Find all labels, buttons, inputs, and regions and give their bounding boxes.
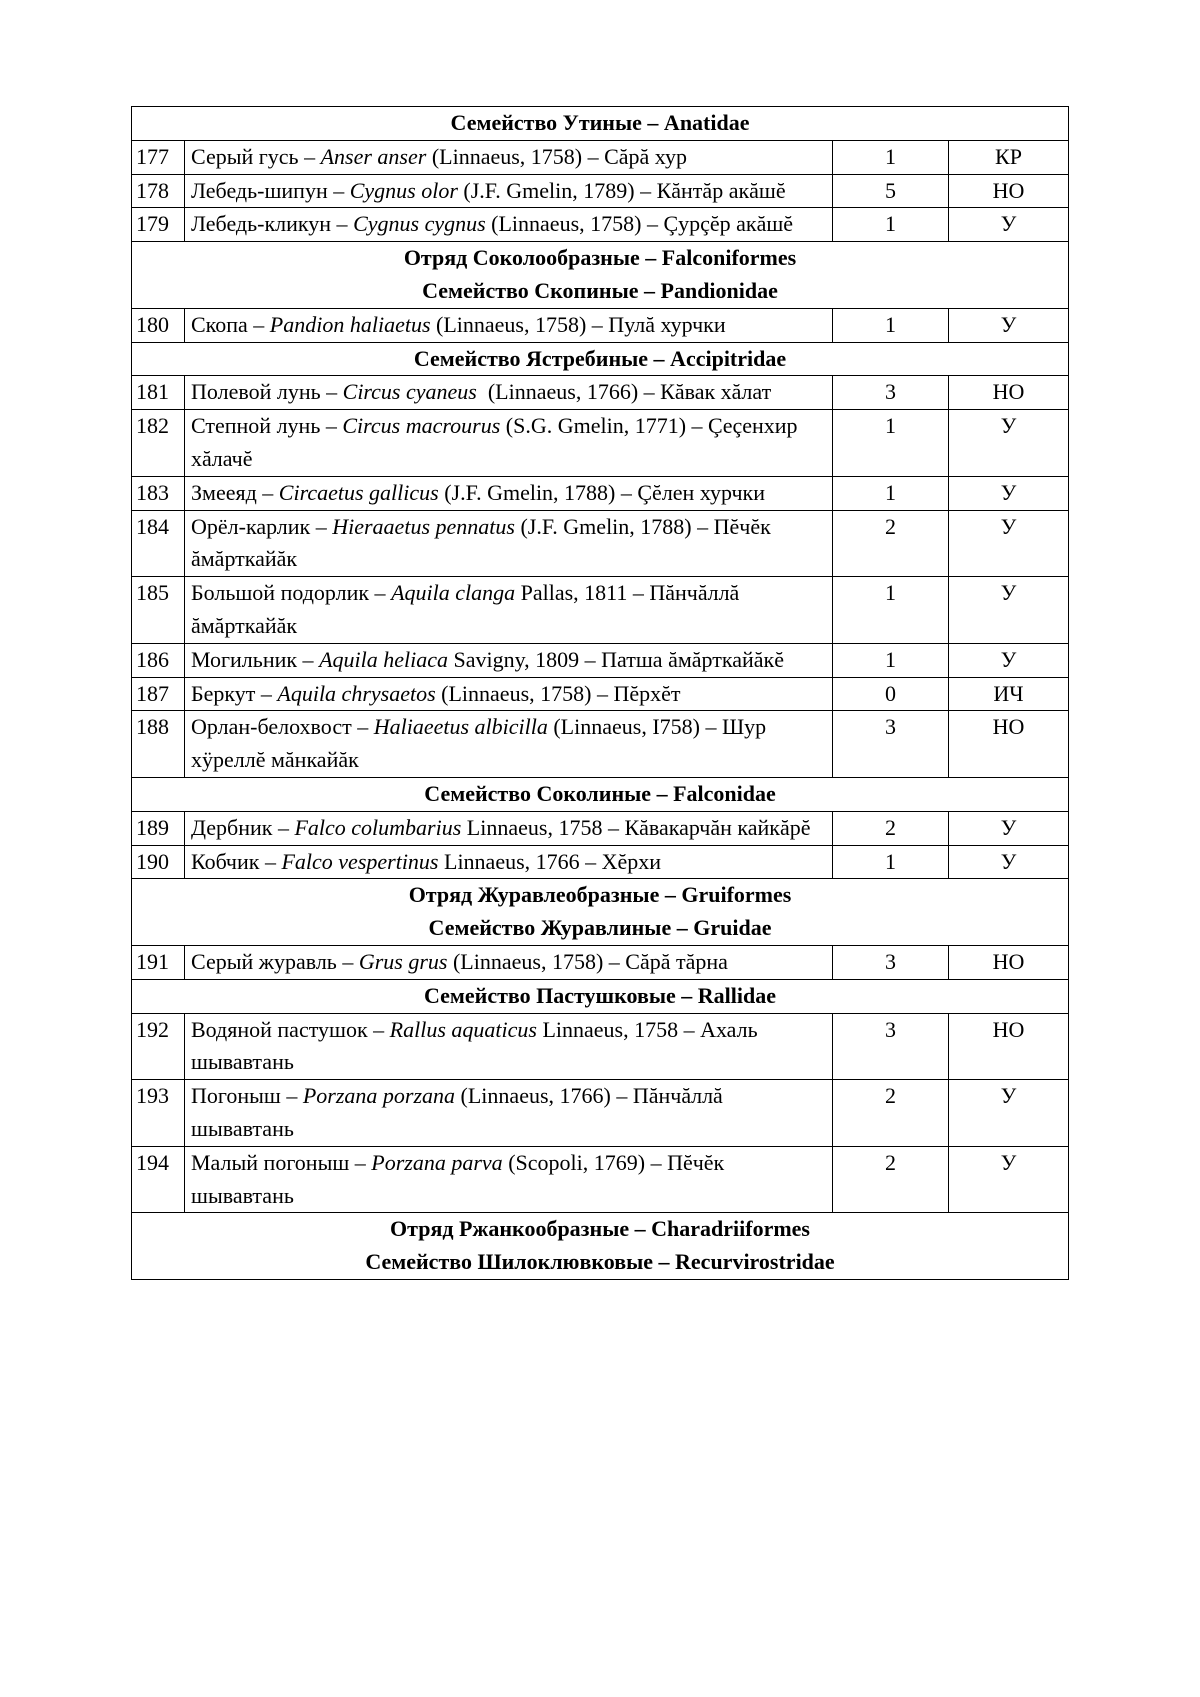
conservation-status: У [949,410,1069,477]
latin-name: Grus grus [358,948,448,974]
latin-name: Porzana porzana [302,1083,456,1109]
author-and-chuvash-name: (J.F. Gmelin, 1789) – Кăнтăр акăшĕ [457,177,786,203]
author-and-chuvash-name: (Linnaeus, 1758) – Сăрă хур [426,143,687,169]
author-and-chuvash-name: (Linnaeus, 1758) – Пулă хурчки [430,311,726,337]
species-count: 1 [833,643,949,677]
species-number: 188 [132,711,185,778]
conservation-status: У [949,811,1069,845]
author-and-chuvash-name: (J.F. Gmelin, 1788) – Пĕчĕк ăмăрткайăк [191,513,777,572]
latin-name: Aquila chrysaetos [277,680,436,706]
species-table-body [132,107,1069,1280]
species-number: 178 [132,174,185,208]
taxon-header-row [132,777,1069,811]
conservation-status: У [949,1146,1069,1213]
taxon-header-line: Семейство Соколиные – Falconidae [424,780,776,806]
species-number: 187 [132,677,185,711]
author-and-chuvash-name: (Scopoli, 1769) – Пĕчĕк шывавтань [191,1149,730,1208]
common-name: Большой подорлик – [191,580,392,606]
taxon-header-line: Отряд Соколообразные – Falconiformes [403,245,797,271]
species-number: 182 [132,410,185,477]
species-name [185,711,833,778]
conservation-status: У [949,510,1069,577]
taxon-header [132,879,1069,946]
latin-name: Haliaeetus albicilla [373,714,548,740]
taxon-header-line: Отряд Ржанкообразные – Charadriiformes [390,1216,810,1242]
author-and-chuvash-name: (Linnaeus, 1758) – Сăрă тăрна [447,948,728,974]
species-row [132,510,1069,577]
species-number: 192 [132,1013,185,1080]
species-number: 183 [132,476,185,510]
taxon-header-line: Семейство Пастушковые – Rallidae [424,982,777,1008]
species-row [132,845,1069,879]
common-name: Полевой лунь – [191,379,343,405]
author-and-chuvash-name: (Linnaeus, 1766) – Кăвак хăлат [476,379,772,405]
species-count: 1 [833,577,949,644]
taxon-header [132,979,1069,1013]
species-name [185,174,833,208]
species-number: 181 [132,376,185,410]
species-row [132,711,1069,778]
conservation-status: НО [949,376,1069,410]
common-name: Малый погоныш – [191,1149,372,1175]
latin-name: Rallus aquaticus [389,1016,537,1042]
species-count: 3 [833,711,949,778]
species-name [185,1146,833,1213]
species-name [185,677,833,711]
species-count: 3 [833,1013,949,1080]
species-row [132,577,1069,644]
species-name [185,510,833,577]
conservation-status: У [949,208,1069,242]
common-name: Водяной пастушок – [191,1016,390,1042]
species-row [132,643,1069,677]
author-and-chuvash-name: (Linnaeus, 1766) – Пăнчăллă шывавтань [191,1083,729,1141]
conservation-status: ИЧ [949,677,1069,711]
author-and-chuvash-name: Linnaeus, 1758 – Кăвакарчăн кайкăрĕ [461,814,811,840]
species-count: 1 [833,845,949,879]
species-count: 1 [833,208,949,242]
taxon-header [132,107,1069,141]
species-name [185,308,833,342]
species-number: 184 [132,510,185,577]
species-number: 180 [132,308,185,342]
species-count: 1 [833,308,949,342]
common-name: Беркут – [191,680,278,706]
species-number: 186 [132,643,185,677]
conservation-status: НО [949,711,1069,778]
taxon-header-line: Семейство Шилоклювковые – Recurvirostridae [365,1249,835,1275]
species-number: 177 [132,140,185,174]
species-name [185,945,833,979]
taxon-header-row [132,979,1069,1013]
common-name: Могильник – [191,646,320,672]
author-and-chuvash-name: (S.G. Gmelin, 1771) – Çеçенхир хăлачĕ [191,413,804,471]
author-and-chuvash-name: Linnaeus, 1758 – Ахаль шывавтань [191,1016,764,1075]
species-row [132,376,1069,410]
species-name [185,577,833,644]
species-number: 185 [132,577,185,644]
latin-name: Cygnus olor [349,177,458,203]
common-name: Степной лунь – [191,413,343,439]
species-count: 3 [833,945,949,979]
taxon-header-row [132,342,1069,376]
species-number: 179 [132,208,185,242]
species-row [132,208,1069,242]
species-row [132,410,1069,477]
taxon-header-line: Семейство Скопиные – Pandionidae [422,277,778,303]
species-row [132,811,1069,845]
species-name [185,643,833,677]
conservation-status: НО [949,174,1069,208]
author-and-chuvash-name: (J.F. Gmelin, 1788) – Çĕлен хурчки [438,479,765,505]
taxon-header-row [132,107,1069,141]
species-row [132,174,1069,208]
species-name [185,410,833,477]
latin-name: Falco vespertinus [281,848,439,874]
latin-name: Anser anser [320,143,427,169]
taxon-header [132,1213,1069,1280]
conservation-status: У [949,577,1069,644]
species-number: 189 [132,811,185,845]
taxon-header-line: Семейство Утиные – Anatidae [450,110,750,135]
author-and-chuvash-name: (Linnaeus, 1758) – Çурçĕр акăшĕ [485,211,794,237]
common-name: Лебедь-шипун – [191,177,350,203]
taxon-header-line: Семейство Журавлиные – Gruidae [428,915,772,941]
latin-name: Pandion haliaetus [269,311,431,337]
species-name [185,1013,833,1080]
common-name: Серый гусь – [191,143,321,169]
author-and-chuvash-name: Pallas, 1811 – Пăнчăллă ăмăрткайăк [191,580,745,638]
species-count: 3 [833,376,949,410]
common-name: Погоныш – [191,1083,303,1109]
species-row [132,945,1069,979]
species-row [132,677,1069,711]
latin-name: Hieraaetus pennatus [332,513,515,539]
species-name [185,376,833,410]
species-row [132,1146,1069,1213]
common-name: Орёл-карлик – [191,513,333,539]
species-count: 2 [833,811,949,845]
taxon-header [132,777,1069,811]
species-name [185,208,833,242]
conservation-status: КР [949,140,1069,174]
common-name: Дербник – [191,814,295,840]
author-and-chuvash-name: (Linnaeus, I758) – Шур хÿреллĕ мăнкайăк [191,714,772,773]
conservation-status: НО [949,945,1069,979]
common-name: Серый журавль – [191,948,359,974]
species-count: 2 [833,1146,949,1213]
species-name [185,476,833,510]
species-name [185,1080,833,1147]
species-count: 5 [833,174,949,208]
conservation-status: У [949,845,1069,879]
latin-name: Circus macrourus [342,413,501,439]
species-count: 1 [833,410,949,477]
taxon-header-line: Отряд Журавлеобразные – Gruiformes [408,882,792,908]
species-number: 191 [132,945,185,979]
author-and-chuvash-name: Linnaeus, 1766 – Хĕрхи [438,848,662,874]
latin-name: Circus cyaneus [342,379,477,405]
species-number: 194 [132,1146,185,1213]
common-name: Лебедь-кликун – [191,211,354,237]
conservation-status: НО [949,1013,1069,1080]
species-count: 1 [833,476,949,510]
common-name: Кобчик – [191,848,282,874]
species-row [132,308,1069,342]
species-name [185,811,833,845]
common-name: Змееяд – [191,479,279,505]
species-row [132,1013,1069,1080]
latin-name: Circaetus gallicus [278,479,439,505]
latin-name: Falco columbarius [294,814,462,840]
species-row [132,1080,1069,1147]
conservation-status: У [949,1080,1069,1147]
latin-name: Cygnus cygnus [353,211,486,237]
latin-name: Aquila clanga [391,580,516,606]
species-name [185,140,833,174]
taxon-header-row [132,1213,1069,1280]
latin-name: Porzana parva [371,1149,503,1175]
latin-name: Aquila heliaca [319,646,448,672]
taxon-header-line: Семейство Ястребиные – Accipitridae [413,345,787,371]
species-count: 2 [833,510,949,577]
species-number: 190 [132,845,185,879]
species-count: 2 [833,1080,949,1147]
species-table [131,106,1069,1280]
species-count: 0 [833,677,949,711]
conservation-status: У [949,476,1069,510]
conservation-status: У [949,308,1069,342]
common-name: Орлан-белохвост – [191,714,374,740]
species-row [132,476,1069,510]
author-and-chuvash-name: (Linnaeus, 1758) – Пĕрхĕт [435,680,681,706]
common-name: Скопа – [191,311,270,337]
conservation-status: У [949,643,1069,677]
taxon-header [132,242,1069,309]
taxon-header-row [132,242,1069,309]
species-name [185,845,833,879]
taxon-header [132,342,1069,376]
species-number: 193 [132,1080,185,1147]
species-count: 1 [833,140,949,174]
author-and-chuvash-name: Savigny, 1809 – Патша ăмăрткайăкĕ [447,646,784,672]
taxon-header-row [132,879,1069,946]
species-row [132,140,1069,174]
